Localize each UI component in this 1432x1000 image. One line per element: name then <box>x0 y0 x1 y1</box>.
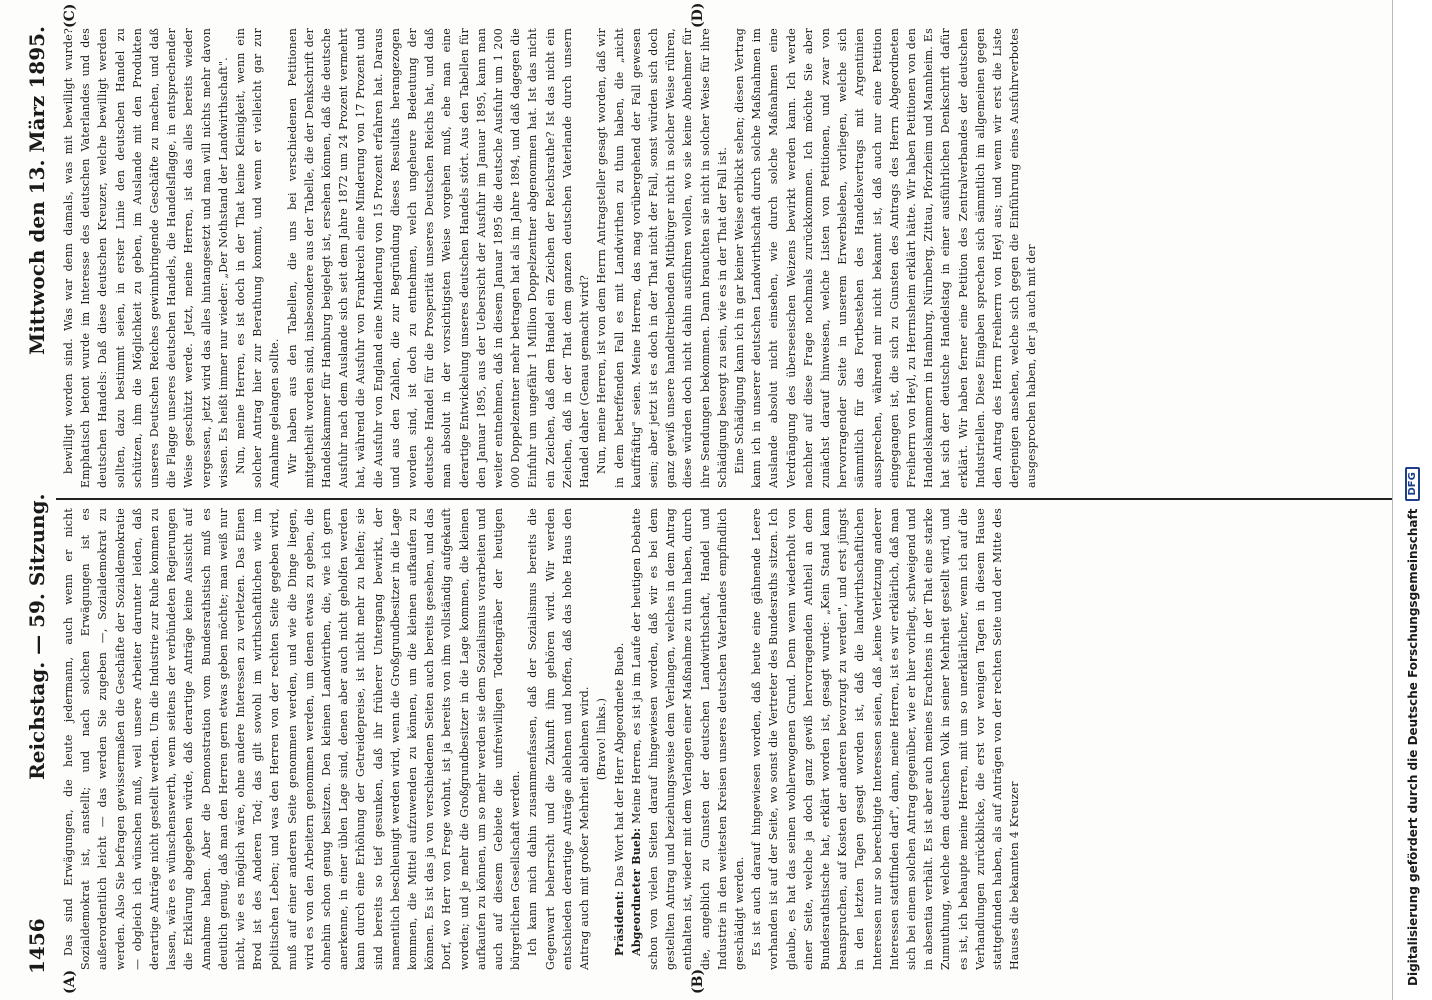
right-column <box>60 28 1388 488</box>
digitization-footer <box>1392 0 1432 1000</box>
margin-marker-d: (D) <box>690 2 706 28</box>
paragraph: Nun, meine Herren, ist von dem Herrn Antragsteller gesagt worden, daß wir in dem betreffenden Fall es mit Landwirthen zu thun haben, die „nicht kauffräftig" seien. Meine Herren, das mag vorübergehend der Fall gewesen sein; aber jetzt ist es doch in der That nicht der Fall, sonst würden sich doch ganz gewiß unsere handeltreibenden Mitbürger nicht in solcher Weise rühren, diese würden doch nicht dahin ausführen wollen, wo sie keine Abnehmer für ihre Sendungen bekommen. Dann brauchten sie nicht in solcher Weise für ihre Schädigung besorgt zu sein, wie es in der That der Fall ist. <box>595 28 729 488</box>
paragraph: Es ist auch darauf hingewiesen worden, daß heute eine gähnende Leere vorhanden ist auf der Seite, wo sonst die Vertreter des Bundesraths sitzen. Ich glaube, es hat das seinen wohlerwogenen Grund. Denn wenn wiederholt von einer Seite, welche ja doch ganz gewiß hervorragenden Antheil an dem Bundesrathstische hat, erklärt worden ist, gesagt wurde: „Kein Stand kann beanspruchen, auf Kosten der anderen bevorzugt zu werden", und erst jüngst in den letzten Tagen gesagt worden ist, daß die landwirthschaftlichen Interessen nur so berechtigte Interessen seien, daß „keine Verletzung anderer Interessen stattfinden darf", dann, meine Herren, ist es wir erklärlich, daß man sich bei einem solchen Antrag gegenüber, wie er hier vorliegt, schweigend und in absentia verhält. Es ist aber auch meines Erachtens in der That eine starke Zumuthung, welche dem deutschen Volk in seiner Mehrheit gestellt wird, und es ist, ich behaupte meine Herren, mit um so unerklärlicher, wenn ich auf die Verhandlungen zurückblicke, die erst vor wenigen Tagen in diesem Hause stattgefunden haben, als auf Anträgen von der rechten Seite und der Mitte des Hauses die bekannten 4 Kreuzer <box>750 508 1022 970</box>
speaker-statement <box>628 508 748 970</box>
page-title: Reichstag. — 59. Sitzung. <box>25 493 49 780</box>
left-column <box>60 508 1388 970</box>
speaker-text: Meine Herren, es ist ja im Laufe der heutigen Debatte schon von vielen Seiten darauf hingewiesen worden, daß wir es bei dem gestellten Antrag und beziehungsweise dem Verlangen, welches in dem Antrag enthalten ist, wieder mit dem Verlangen einer Maßnahme zu thun haben, durch die, angeblich zu Gunsten der deutschen Landwirthschaft, Handel und Industrie in den weitesten Kreisen unseres deutschen Vaterlandes empfindlich geschädigt werden. <box>629 508 746 970</box>
president-text: Das Wort hat der Herr Abgeordnete Bueb. <box>612 642 626 887</box>
margin-marker-b: (B) <box>690 968 706 994</box>
paragraph: Ich kann mich dahin zusammenfassen, daß der Sozialismus bereits die Gegenwart beherrscht und die Zukunft ihm gehören wird. Wir werden entschieden derartige Anträge ablehnen und hoffen, daß das hohe Haus den Antrag auch mit großer Mehrheit ablehnen wird. <box>526 508 592 970</box>
margin-marker-c: (C) <box>62 3 78 28</box>
president-label: Präsident: <box>612 890 626 956</box>
margin-marker-a: (A) <box>62 969 78 994</box>
paragraph: Eine Schädigung kann ich in gar keiner Weise erblickt sehen; diesen Vertrag kann ich in unserer deutschen Landwirthschaft durch solche Maßnahmen im Auslande absolut nicht einsehen, wie durch solche Maßnahmen eine Verdrängung des überseeischen Weizens bewirkt werden kann. Ich werde nachher auf diese Frage nochmals zurückkommen. Ich möchte Sie aber zunächst darauf hinweisen, welche Listen von Petitionen, und zwar von hervorragender Seite in unserem Erwerbsleben, vorliegen, welche sich sämmtlich für das Fortbestehen des Handelsvertrags mit Argentinien aussprechen, während mir nicht bekannt ist, daß auch nur eine Petition eingegangen ist, die sich zu Gunsten des Antrags des Herrn Abgeordneten Freiherrn von Heyl, zu Herrnsheim erklärt hätte. Wir haben Petitionen von den Handelskammern in Hamburg, Nürnberg, Zittau, Pforzheim und Mannheim. Es hat sich der deutsche Handelstag in einer ausführlichen Denkschrift dafür erklärt. Wir haben ferner eine Petition des Zentralverbandes der deutschen Industriellen. Diese Eingaben sprechen sich sämmtlich im allgemeinen gegen den Antrag des Herrn Freiherrn von Heyl aus; und wenn wir erst die Liste derjenigen ansehen, welche sich gegen die Einführung eines Ausfuhrverbotes ausgesprochen haben, der ja auch mit der <box>732 28 1039 488</box>
paragraph: Wir haben aus den Tabellen, die uns bei verschiedenen Petitionen mitgetheilt worden sind, insbesondere aus der Tabelle, die der Denkschrift der Handelskammer für Hamburg beigelegt ist, ersehen können, daß die deutsche Ausfuhr nach dem Auslande sich seit dem Jahre 1872 um 24 Prozent vermehrt hat, während die Ausfuhr von Frankreich eine Minderung von 17 Prozent und die Ausfuhr von England eine Minderung von 15 Prozent erfahren hat. Daraus und aus den Zahlen, die zur Begründung dieses Resultats herangezogen worden sind, ist doch zu entnehmen, welch ungeheure Bedeutung der deutsche Handel für die Prosperität unseres Deutschen Reichs hat, und daß man absolut in der vorsichtigsten Weise vorgehen muß, ehe man eine derartige Entwickelung unseres deutschen Handels stört. Aus den Tabellen für den Januar 1895, aus der Uebersicht der Ausfuhr im Januar 1895, kann man weiter entnehmen, daß in diesem Januar 1895 die deutsche Ausfuhr um 1 200 000 Doppelzentner mehr betragen hat als im Jahre 1894, und daß dagegen die Einfuhr um ungefähr 1 Million Doppelzentner abgenommen hat. Ist das nicht ein Zeichen, daß dem Handel ein Zeichen der Reichsrathe? Ist das nicht ein Zeichen, daß in der That dem ganzen deutschen Vaterlande durch unsern Handel daher (Genau gemacht wird? <box>285 28 592 488</box>
dfg-logo-icon: DFG <box>1405 467 1420 500</box>
session-date: Mittwoch den 13. März 1895. <box>25 26 49 356</box>
page-number: 1456 <box>25 918 49 974</box>
paragraph: Das sind Erwägungen, die heute jedermann, auch wenn er nicht Sozialdemokrat ist, anstellt; und nach solchen Erwägungen ist es außerordentlich leicht — das werden Sie zugeben —, Sozialdemokrat zu werden. Also Sie befragen gewissermaßen die Geschäfte der Sozialdemokratie — obgleich ich wünschen muß, weil unsere Arbeiter darunter leiden, daß derartige Anträge nicht gestellt werden. Um die Industrie zur Ruhe kommen zu lassen, wäre es wünschenswerth, wenn seitens der verbündeten Regierungen die Erklärung abgegeben würde, daß derartige Anträge keine Aussicht auf Annahme haben. Aber die Demonstration vom Bundesrathstisch muß es deutlich genug, daß man den Herren gern etwas geben möchte; man weiß nur nicht, wie es möglich wäre, ohne andere Interessen zu verletzen. Das Einen Brod ist des Anderen Tod; das gilt sowohl im wirthschaftlichen wie im politischen Leben; und was den Herren von der rechten Seite gegeben wird, muß auf einer anderen Seite genommen werden, und wie die Dinge liegen, wird es von den Arbeitern genommen werden, um denen etwas zu geben, die ohnehin schon genug besitzen. Den kleinen Landwirthen, die, wie ich gern anerkenne, in einer üblen Lage sind, denen aber auch nicht geholfen werden kann durch eine Erhöhung der Getreidepreise, ist nicht mehr zu helfen; sie sind bereits so tief gesunken, daß ihr früherer Untergang bewirkt, der namentlich beschleunigt werden wird, wenn die Großgrundbesitzer in die Lage kommen, die Mittel aufzuwenden zu können, um die kleinen aufkaufen zu können. Es ist das ja von verschiedenen Seiten auch bereits gesehen, und das Dorf, wo Herr von Frege wohnt, ist ja bereits von ihm vollständig aufgekauft worden; und je mehr die Großgrundbesitzer in die Lage kommen, die kleinen aufkaufen zu können, um so mehr werden sie dem Sozialismus vorarbeiten und auch auf diesem Gebiete die unfreiwilligen Todtengräber der heutigen bürgerlichen Gesellschaft werden. <box>62 508 523 970</box>
footer-text: Digitalisierung gefördert durch die Deutsche Forschungsgemeinschaft <box>1405 508 1420 986</box>
president-statement <box>611 508 628 970</box>
paragraph: bewilligt worden sind. Was war denn damals, was mit bewilligt wurde? Emphatisch betont wurde im Interesse des deutschen Vaterlandes und des deutschen Handels: Daß diese deutschen Kreuzer, welche bewilligt werden sollten, dazu bestimmt seien, in erster Linie den deutschen Handel zu schützen, ihm die Möglichkeit zu geben, im Auslande mit den Produkten unseres Deutschen Reiches gewinnbringende Geschäfte zu machen, und daß die Flagge unseres deutschen Handels, die Handelsflagge, in entsprechender Weise geschützt werde. Jetzt, meine Herren, ist das alles bereits wieder vergessen, jetzt wird das alles hintangesetzt und man will nichts mehr davon wissen. Es heißt immer nur wieder: „Der Nothstand der Landwirthschaft". <box>62 28 230 488</box>
applause-note: (Bravo! links.) <box>595 697 609 781</box>
column-divider <box>56 499 1392 501</box>
page-header <box>20 26 54 974</box>
paragraph: Nun, meine Herren, es ist doch in der That keine Kleinigkeit, wenn ein solcher Antrag hier zur Berathung kommt, und wenn er vielleicht gar zur Annahme gelangen sollte. <box>234 28 282 488</box>
speaker-label: Abgeordneter Bueb: <box>629 827 643 956</box>
